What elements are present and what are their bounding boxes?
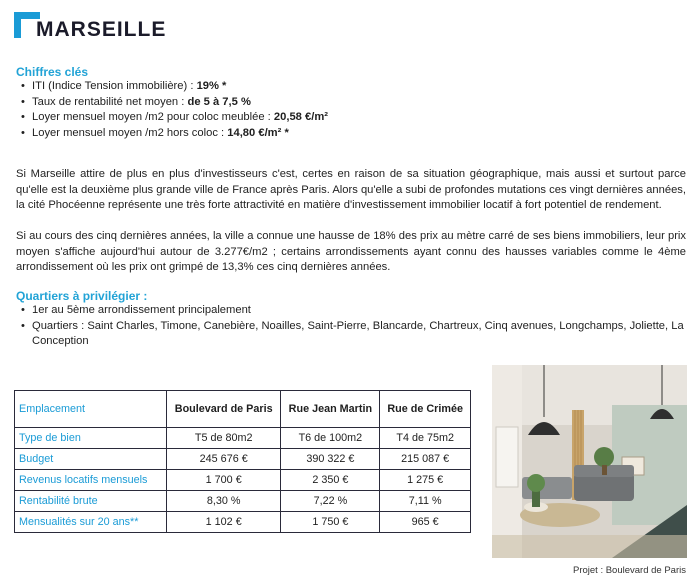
table-cell: 7,11 % bbox=[380, 491, 471, 512]
table-header-row bbox=[15, 391, 471, 428]
row-label: Mensualités sur 20 ans** bbox=[15, 512, 167, 533]
key-figures-title: Chiffres clés bbox=[16, 65, 89, 79]
table-cell: T4 de 75m2 bbox=[380, 428, 471, 449]
table-cell: T6 de 100m2 bbox=[281, 428, 380, 449]
table-cell: 1 275 € bbox=[380, 470, 471, 491]
table-cell: 8,30 % bbox=[167, 491, 281, 512]
table-cell: T5 de 80m2 bbox=[167, 428, 281, 449]
row-label: Type de bien bbox=[15, 428, 167, 449]
table-cell: 215 087 € bbox=[380, 449, 471, 470]
table-row bbox=[15, 470, 471, 491]
table-header-cell: Rue Jean Martin bbox=[281, 391, 380, 428]
list-item: • Taux de rentabilité net moyen : de 5 à 7,5 % bbox=[16, 95, 328, 111]
table-cell: 1 750 € bbox=[281, 512, 380, 533]
table-row bbox=[15, 491, 471, 512]
table-header-cell: Rue de Crimée bbox=[380, 391, 471, 428]
table-cell: 390 322 € bbox=[281, 449, 380, 470]
list-item: • Loyer mensuel moyen /m2 hors coloc : 14,80 €/m² * bbox=[16, 126, 328, 142]
table-header-cell: Boulevard de Paris bbox=[167, 391, 281, 428]
table-cell: 245 676 € bbox=[167, 449, 281, 470]
list-item: • ITI (Indice Tension immobilière) : 19% * bbox=[16, 79, 328, 95]
table-row bbox=[15, 449, 471, 470]
table-cell: 2 350 € bbox=[281, 470, 380, 491]
investment-table bbox=[14, 390, 471, 533]
description-paragraph-2: Si au cours des cinq dernières années, la ville a connue une hausse de 18% des prix au mètre carré de ses biens immobiliers, leur prix moyen s'affiche aujourd'hui autour de 3.277€/m2 ; certains arrondissements ayant connu des hausses variables comme le 4ème arrondissement où les prix ont grimpé de 13,3% ces cinq dernières années. bbox=[16, 230, 686, 274]
list-item: • Loyer mensuel moyen /m2 pour coloc meublée : 20,58 €/m² bbox=[16, 110, 328, 126]
list-item: • 1er au 5ème arrondissement principalement bbox=[16, 303, 688, 319]
row-label: Rentabilité brute bbox=[15, 491, 167, 512]
list-item: • Quartiers : Saint Charles, Timone, Canebière, Noailles, Saint-Pierre, Blancarde, Chartreux, Cinq avenues, Longchamps, Joliette, La Conception bbox=[16, 319, 688, 350]
table-header-label: Emplacement bbox=[15, 391, 167, 428]
table-row bbox=[15, 512, 471, 533]
row-label: Revenus locatifs mensuels bbox=[15, 470, 167, 491]
interior-photo bbox=[492, 365, 687, 558]
table-cell: 1 700 € bbox=[167, 470, 281, 491]
photo-caption: Projet : Boulevard de Paris bbox=[572, 565, 686, 576]
table-cell: 7,22 % bbox=[281, 491, 380, 512]
districts-list bbox=[16, 303, 688, 350]
key-figures-list bbox=[16, 79, 328, 141]
table-cell: 965 € bbox=[380, 512, 471, 533]
description-paragraph-1: Si Marseille attire de plus en plus d'investisseurs c'est, certes en raison de sa situation géographique, mais aussi et surtout parce qu'elle est la deuxième plus grande ville de France après Paris. Alors qu'elle a subi de profondes mutations ces vingt dernières années, la cité Phocéenne représente une très forte attractivité en matière d'investissement immobilier locatif à fort potentiel de rendement. bbox=[16, 168, 686, 212]
row-label: Budget bbox=[15, 449, 167, 470]
page-title: MARSEILLE bbox=[36, 18, 167, 41]
districts-title: Quartiers à privilégier : bbox=[16, 289, 148, 303]
table-row bbox=[15, 428, 471, 449]
table-cell: 1 102 € bbox=[167, 512, 281, 533]
